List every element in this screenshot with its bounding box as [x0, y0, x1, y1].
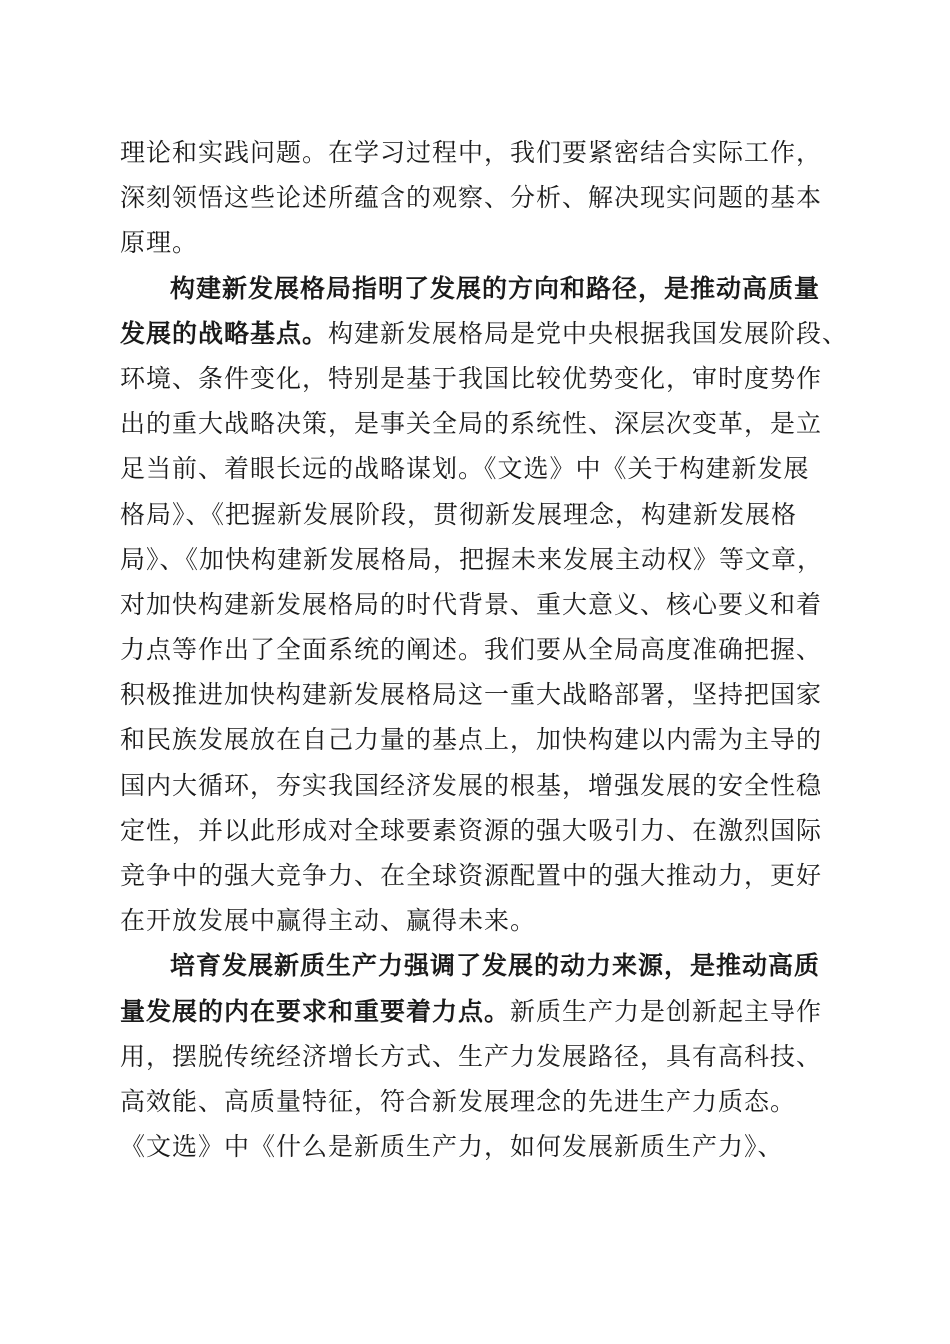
text-line: 用，摆脱传统经济增长方式、生产力发展路径，具有高科技、 — [120, 1041, 823, 1071]
text-line: 环境、条件变化，特别是基于我国比较优势变化，审时度势作 — [120, 363, 823, 393]
lead-sentence-line: 培育发展新质生产力强调了发展的动力来源，是推动高质 — [170, 951, 821, 981]
paragraph-1 — [120, 130, 835, 266]
text-line: 深刻领悟这些论述所蕴含的观察、分析、解决现实问题的基本 — [120, 183, 823, 213]
text-line: 局》、《加快构建新发展格局，把握未来发展主动权》等文章， — [120, 544, 824, 574]
text-line — [120, 989, 835, 1034]
lead-sentence-end: 量发展的内在要求和重要着力点。 — [120, 996, 511, 1026]
lead-sentence-line: 构建新发展格局指明了发展的方向和路径，是推动高质量 — [170, 273, 821, 303]
text-line: 力点等作出了全面系统的阐述。我们要从全局高度准确把握、 — [120, 635, 823, 665]
text-line: 高效能、高质量特征，符合新发展理念的先进生产力质态。 — [120, 1086, 797, 1116]
text-line: 《文选》中《什么是新质生产力，如何发展新质生产力》、 — [120, 1132, 784, 1162]
text-span: 构建新发展格局是党中央根据我国发展阶段、 — [328, 318, 849, 348]
text-line: 原理。 — [120, 228, 199, 258]
text-line: 足当前、着眼长远的战略谋划。《文选》中《关于构建新发展 — [120, 454, 810, 484]
text-line: 积极推进加快构建新发展格局这一重大战略部署，坚持把国家 — [120, 680, 823, 710]
text-line: 理论和实践问题。在学习过程中，我们要紧密结合实际工作， — [120, 138, 823, 167]
text-line: 格局》、《把握新发展阶段，贯彻新发展理念，构建新发展格 — [120, 499, 798, 529]
text-line: 对加快构建新发展格局的时代背景、重大意义、核心要义和着 — [120, 589, 823, 619]
text-line — [120, 311, 849, 356]
lead-sentence-end: 发展的战略基点。 — [120, 318, 329, 348]
text-line: 和民族发展放在自己力量的基点上，加快构建以内需为主导的 — [120, 725, 823, 755]
text-line: 在开放发展中赢得主动、赢得未来。 — [120, 906, 537, 936]
body-text — [120, 130, 849, 1169]
text-line: 竞争中的强大竞争力、在全球资源配置中的强大推动力，更好 — [120, 861, 823, 890]
text-span: 新质生产力是创新起主导作 — [510, 996, 823, 1026]
paragraph-3 — [120, 943, 835, 1169]
text-line: 定性，并以此形成对全球要素资源的强大吸引力、在激烈国际 — [120, 815, 823, 845]
paragraph-2 — [120, 266, 849, 944]
text-line: 国内大循环，夯实我国经济发展的根基，增强发展的安全性稳 — [120, 770, 823, 800]
text-line: 出的重大战略决策，是事关全局的系统性、深层次变革，是立 — [120, 409, 823, 439]
